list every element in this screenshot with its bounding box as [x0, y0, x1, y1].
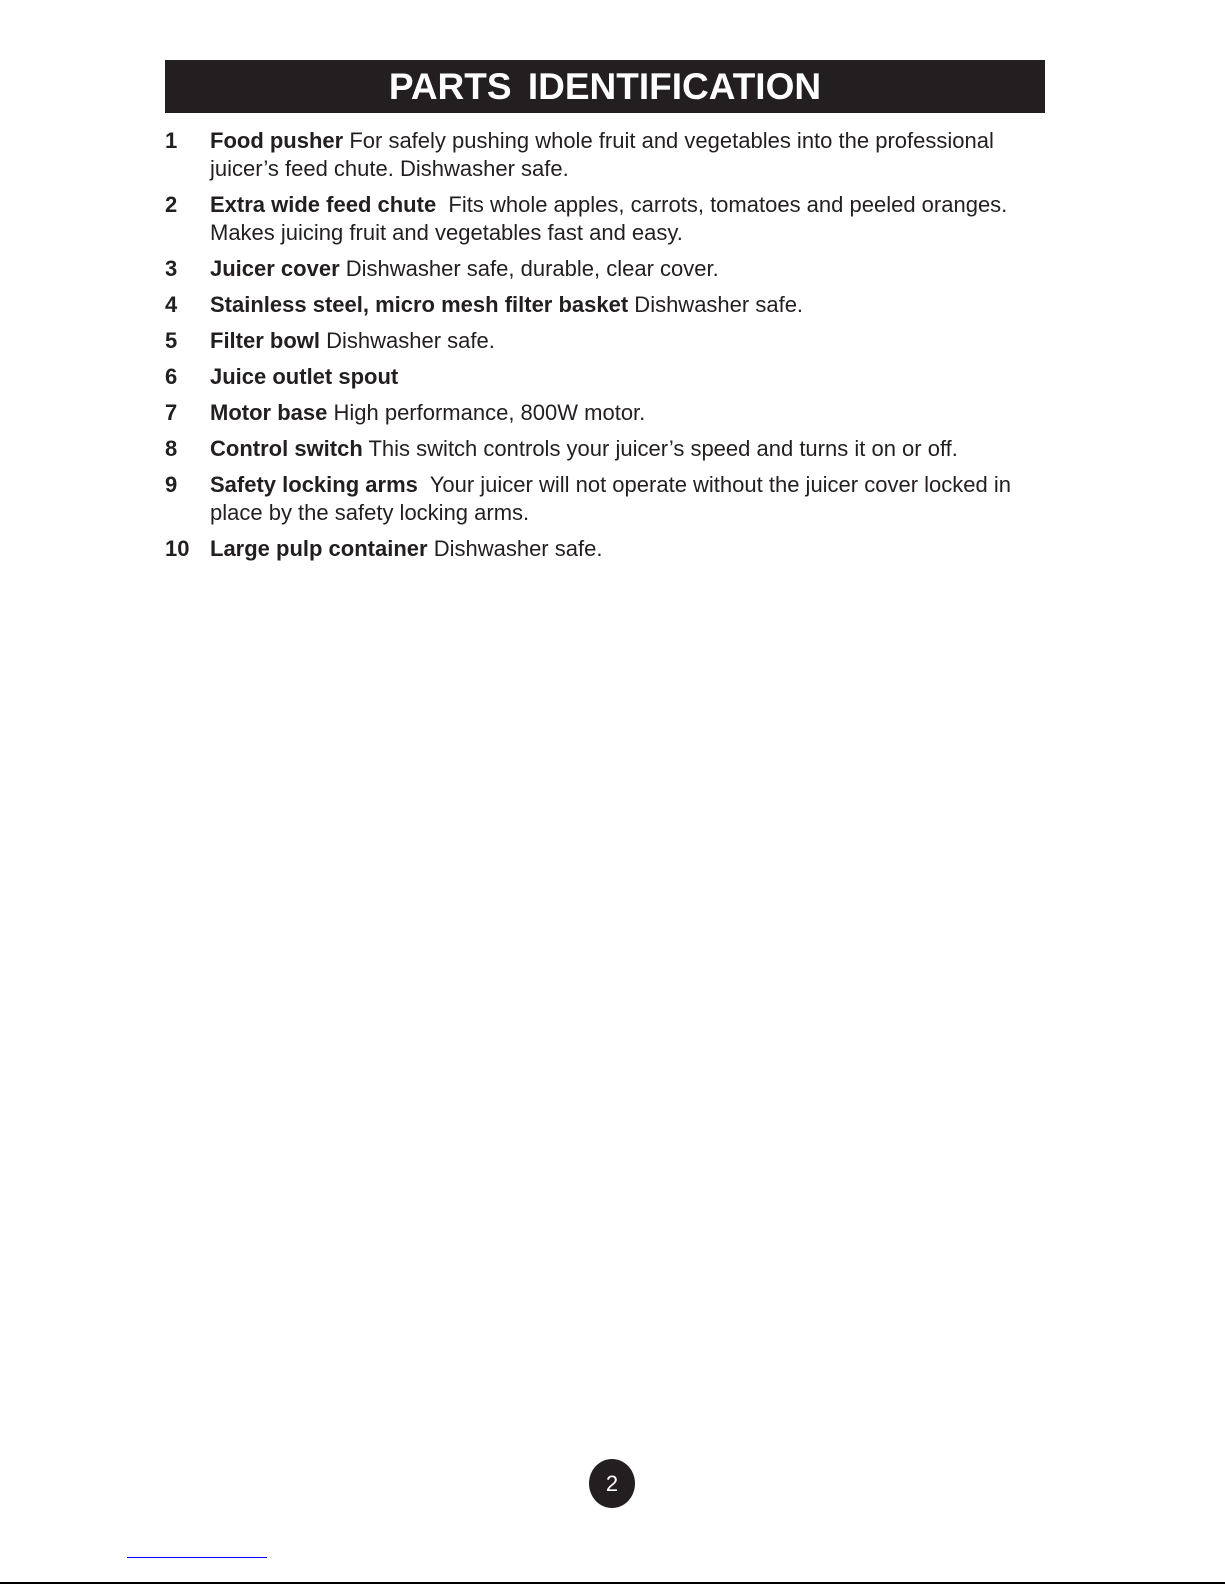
bottom-rule [0, 1582, 1225, 1584]
part-description: High performance, 800W motor. [327, 400, 646, 425]
item-number: 8 [165, 436, 178, 461]
part-description: This switch controls your juicer’s speed and turns it on or off. [362, 436, 958, 461]
part-name: Stainless steel, micro mesh filter basket [210, 292, 629, 317]
section-title: PARTS IDENTIFICATION [165, 60, 1045, 113]
list-item [165, 399, 1045, 427]
item-number: 3 [165, 256, 178, 281]
part-name: Extra wide feed chute [210, 192, 437, 217]
list-item [165, 327, 1045, 355]
list-item [165, 291, 1045, 319]
part-name: Filter bowl [210, 328, 320, 353]
item-number: 4 [165, 292, 178, 317]
part-description: Your juicer will not operate without the juicer cover locked in place by the safety locking arms. [210, 472, 1018, 525]
part-name: Safety locking arms [210, 472, 418, 497]
item-number: 2 [165, 192, 178, 217]
part-name: Juice outlet spout [210, 364, 399, 389]
list-item [165, 127, 1045, 183]
list-item [165, 363, 1045, 391]
parts-list [165, 127, 1045, 571]
list-item [165, 255, 1045, 283]
list-item [165, 471, 1045, 527]
part-description: Dishwasher safe. [628, 292, 804, 317]
part-name: Juicer cover [210, 256, 340, 281]
part-description: For safely pushing whole fruit and vegetables into the professional juicer’s feed chute. Dishwasher safe. [210, 128, 1000, 181]
list-item [165, 191, 1045, 247]
page-number: 2 [589, 1459, 635, 1508]
item-number: 7 [165, 400, 178, 425]
list-item [165, 535, 1045, 563]
part-description: Dishwasher safe, durable, clear cover. [339, 256, 719, 281]
part-name: Control switch [210, 436, 363, 461]
item-number: 1 [165, 128, 178, 153]
part-description: Dishwasher safe. [427, 536, 603, 561]
item-number: 5 [165, 328, 178, 353]
part-description: Fits whole apples, carrots, tomatoes and peeled oranges. Makes juicing fruit and vegetables fast and easy. [210, 192, 1014, 245]
item-number: 6 [165, 364, 178, 389]
part-name: Food pusher [210, 128, 344, 153]
item-number: 10 [165, 536, 190, 561]
link-underline [127, 1557, 267, 1558]
part-name: Motor base [210, 400, 328, 425]
part-description: Dishwasher safe. [320, 328, 495, 353]
list-item [165, 435, 1045, 463]
part-name: Large pulp container [210, 536, 428, 561]
item-number: 9 [165, 472, 178, 497]
